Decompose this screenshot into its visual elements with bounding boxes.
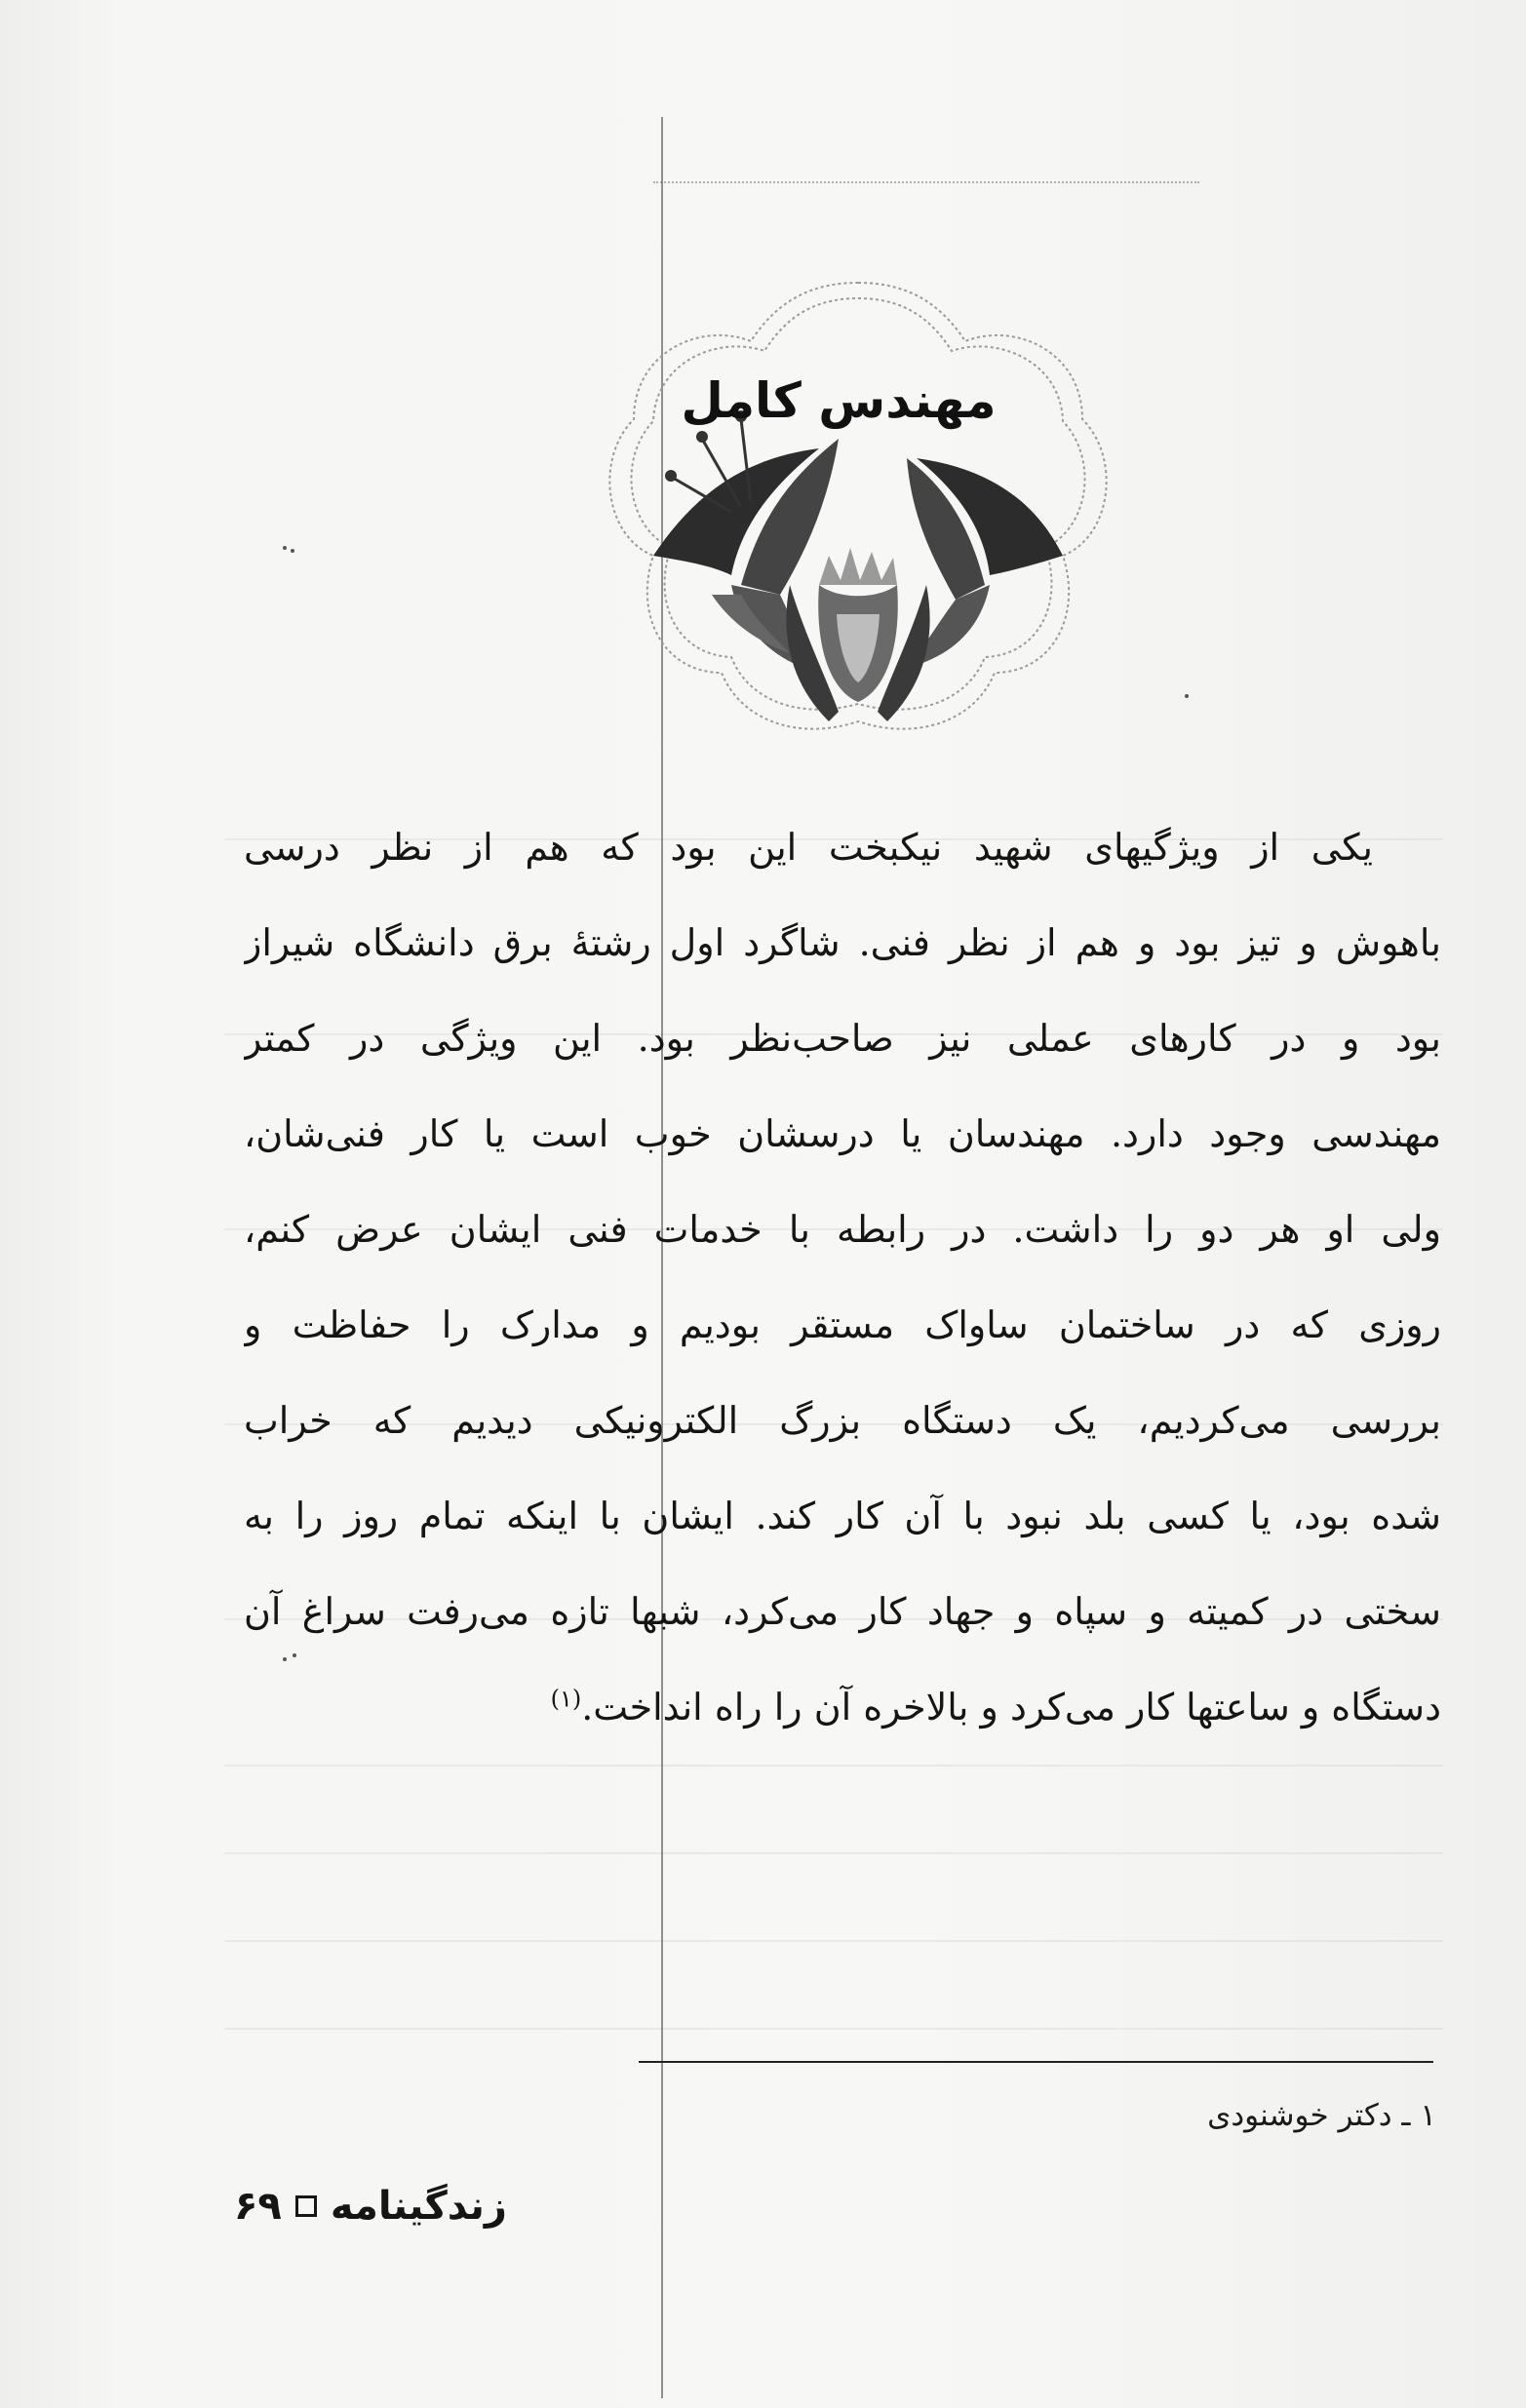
paragraph-line: بررسی می‌کردیم، یک دستگاه بزرگ الکترونیکی دیدیم که خراب [244,1399,1441,1442]
paragraph-line: مهندسی وجود دارد. مهندسان یا درسشان خوب است یا کار فنی‌شان، [244,1112,1441,1155]
paragraph-line: سختی در کمیته و سپاه و جهاد کار می‌کرد، شبها تازه می‌رفت سراغ آن [244,1590,1441,1633]
square-separator-icon [295,2195,317,2217]
page-number: ۶۹ [234,2184,282,2229]
footnote-divider [639,2061,1433,2063]
body-paragraph [244,799,1441,1755]
book-title: زندگینامه [330,2184,507,2229]
paragraph-line: باهوش و تیز بود و هم از نظر فنی. شاگرد اول رشتۀ برق دانشگاه شیراز [244,921,1441,964]
paragraph-line-text: دستگاه و ساعتها کار می‌کرد و بالاخره آن را راه انداخت. [581,1686,1441,1728]
paragraph-line-last [244,1659,1441,1755]
paragraph-line: یکی از ویژگیهای شهید نیکبخت این بود که هم از نظر درسی [244,826,1373,869]
paragraph-line: شده بود، یا کسی بلد نبود با آن کار کند. ایشان با اینکه تمام روز را به [244,1495,1441,1537]
running-footer [234,2184,507,2229]
bleed-through-line [224,2028,1443,2030]
chapter-title: مهندس کامل [681,372,997,429]
paragraph-line: ولی او هر دو را داشت. در رابطه با خدمات فنی ایشان عرض کنم، [244,1208,1441,1251]
bleed-through-line [224,1940,1443,1942]
footnote-reference[interactable]: (۱) [550,1685,582,1713]
bleed-through-line [224,1852,1443,1854]
lily-flowers-ornament-icon [595,263,1121,751]
top-dotted-line [653,181,1199,183]
bleed-through-line [224,1765,1443,1767]
footnote: ۱ ـ دکتر خوشنودی [1207,2098,1436,2133]
paragraph-line: روزی که در ساختمان ساواک مستقر بودیم و مدارک را حفاظت و [244,1303,1441,1346]
paragraph-line: بود و در کارهای عملی نیز صاحب‌نظر بود. این ویژگی در کمتر [244,1017,1441,1060]
